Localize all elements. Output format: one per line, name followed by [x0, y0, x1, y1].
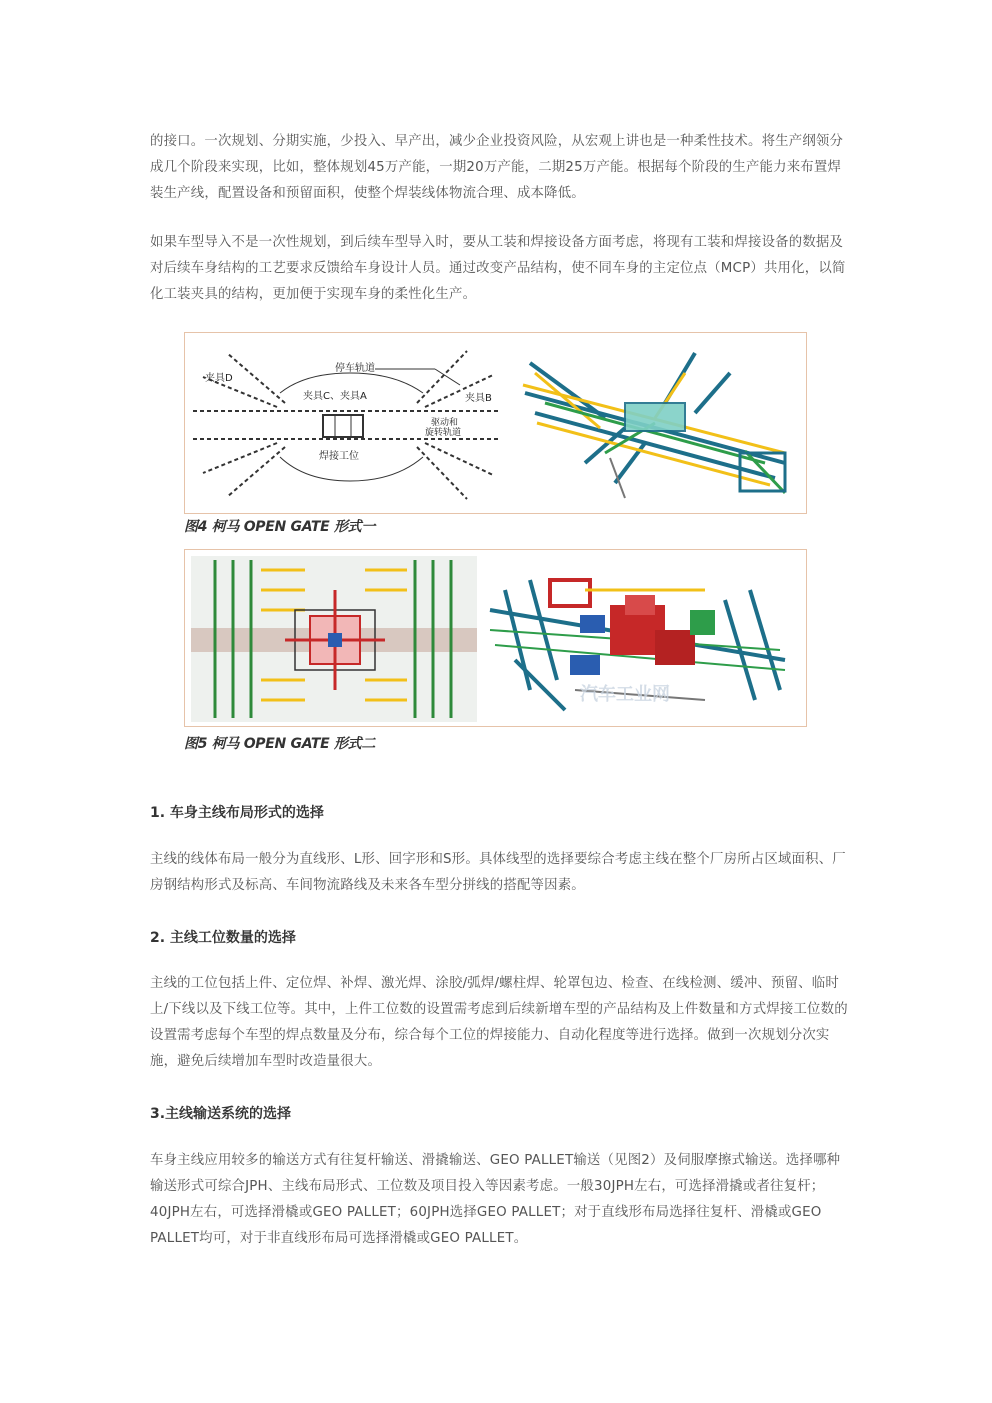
paragraph-station-count: 主线的工位包括上件、定位焊、补焊、激光焊、涂胶/弧焊/螺柱焊、轮罩包边、检查、在线检测、缓冲、预留、临时上/下线以及下线工位等。其中，上件工位数的设置需考虑到后续新增车型的产品结构及上件数量和方式焊接工位数的设置需考虑每个车型的焊点数量及分布，综合每个工位的焊接能力、自动化程度等进行选择。做到一次规划分次实施，避免后续增加车型时改造量很大。 [150, 976, 848, 1069]
heading-layout-selection: 1. 车身主线布局形式的选择 [150, 805, 324, 821]
label-fixture-b: 夹具B [465, 393, 492, 404]
paragraph-layout-selection: 主线的线体布局一般分为直线形、L形、回字形和S形。具体线型的选择要综合考虑主线在整个厂房所占区域面积、厂房钢结构形式及标高、车间物流路线及未来各车型分拼线的搭配等因素。 [150, 852, 846, 893]
heading-conveyor-system: 3.主线输送系统的选择 [150, 1106, 292, 1122]
figure-5-diagram [185, 550, 806, 726]
figure-4 [184, 332, 807, 514]
paragraph-conveyor-system: 车身主线应用较多的输送方式有往复杆输送、滑撬输送、GEO PALLET输送（见图2）及伺服摩擦式输送。选择哪种输送形式可综合JPH、主线布局形式、工位数及项目投入等因素考虑。一般30JPH左右，可选择滑撬或者往复杆；40JPH左右，可选择滑橇或GEO PALLET；60JPH选择GEO PALLET；对于直线形布局选择往复杆、滑橇或GEO PALLET均可，对于非直线形布局可选择滑橇或GEO PALLET。 [150, 1153, 841, 1246]
label-fixture-d: 夹具D [205, 373, 233, 384]
figure-4-diagram [185, 333, 806, 513]
label-fixture-ca: 夹具C、夹具A [303, 391, 367, 402]
figure-4-caption: 图4 柯马 OPEN GATE 形式一 [184, 519, 376, 535]
label-parking-track: 停车轨道 [335, 363, 375, 374]
figure-5 [184, 549, 807, 727]
paragraph-phased-planning: 的接口。一次规划、分期实施，少投入、早产出，减少企业投资风险，从宏观上讲也是一种柔性技术。将生产纲领分成几个阶段来实现，比如，整体规划45万产能，一期20万产能，二期25万产能。根据每个阶段的生产能力来布置焊装生产线，配置设备和预留面积，使整个焊装线体物流合理、成本降低。 [150, 134, 844, 201]
heading-station-count: 2. 主线工位数量的选择 [150, 930, 296, 946]
open-gate-3d-render [523, 353, 785, 498]
label-rotate-track: 旋转轨道 [425, 428, 462, 438]
watermark-text: 汽车工业网 [580, 684, 670, 705]
figure-5-caption: 图5 柯马 OPEN GATE 形式二 [184, 736, 376, 752]
label-drive-track: 驱动和 [431, 418, 459, 428]
label-weld-station: 焊接工位 [319, 451, 359, 462]
paragraph-model-introduction: 如果车型导入不是一次性规划，到后续车型导入时，要从工装和焊接设备方面考虑，将现有工装和焊接设备的数据及对后续车身结构的工艺要求反馈给车身设计人员。通过改变产品结构，使不同车身的主定位点（MCP）共用化，以简化工装夹具的结构，更加便于实现车身的柔性化生产。 [150, 235, 846, 302]
open-gate-plan-view [191, 556, 477, 722]
